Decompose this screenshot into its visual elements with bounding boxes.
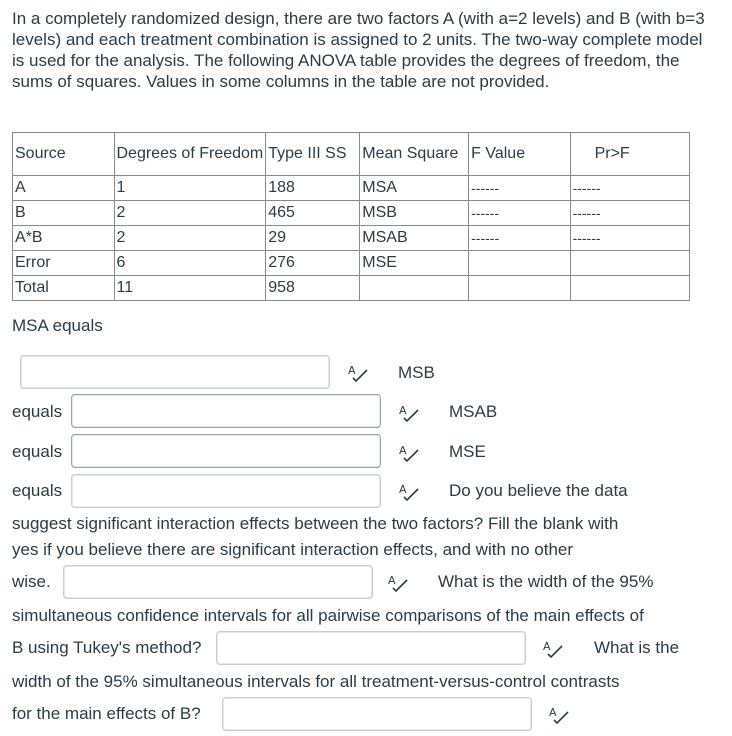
cell-source: A — [13, 176, 115, 201]
cell-f — [469, 251, 570, 276]
table-row — [13, 176, 690, 201]
spellcheck-icon[interactable] — [398, 481, 420, 501]
spellcheck-icon[interactable] — [398, 442, 420, 462]
equals-label: equals — [12, 402, 63, 421]
cell-df: 2 — [114, 226, 266, 251]
spellcheck-icon[interactable] — [347, 362, 369, 382]
cell-ss: 188 — [266, 176, 360, 201]
cell-source: A*B — [13, 226, 115, 251]
svg-text:A: A — [399, 483, 407, 496]
header-source: Source — [13, 133, 115, 176]
table-row — [13, 226, 690, 251]
spellcheck-icon[interactable] — [387, 572, 409, 592]
cell-f: ------ — [469, 201, 570, 226]
cell-ms — [360, 276, 469, 301]
cell-ss: 29 — [266, 226, 360, 251]
cell-p — [570, 251, 689, 276]
cell-df: 11 — [114, 276, 266, 301]
cell-p: ------ — [570, 201, 689, 226]
svg-text:A: A — [348, 364, 356, 377]
control-question-start: What is the — [594, 638, 680, 657]
cell-ms: MSB — [360, 201, 469, 226]
msa-equals-label: MSA equals — [12, 316, 103, 335]
header-ss: Type III SS — [266, 133, 360, 176]
cell-f: ------ — [469, 226, 570, 251]
interaction-question-line1: suggest significant interaction effects between the two factors? Fill the blank with — [12, 514, 619, 533]
spellcheck-icon[interactable] — [542, 638, 564, 658]
cell-source: Total — [13, 276, 115, 301]
cell-ms: MSE — [360, 251, 469, 276]
equals-label: equals — [12, 481, 63, 500]
cell-p: ------ — [570, 176, 689, 201]
tukey-question-line: simultaneous confidence intervals for all pairwise comparisons of the main effects of — [12, 606, 644, 625]
svg-text:A: A — [399, 404, 407, 417]
spellcheck-icon[interactable] — [398, 402, 420, 422]
msb-answer-input[interactable] — [71, 394, 381, 428]
interaction-question-line2: yes if you believe there are significant interaction effects, and with no other — [12, 540, 574, 559]
interaction-answer-input[interactable] — [63, 565, 373, 599]
anova-header-row — [13, 133, 690, 176]
cell-source: Error — [13, 251, 115, 276]
table-row — [13, 201, 690, 226]
tukey-question-start: What is the width of the 95% — [438, 572, 654, 591]
wise-label: wise. — [12, 572, 51, 591]
table-row — [13, 251, 690, 276]
cell-f — [469, 276, 570, 301]
svg-text:A: A — [549, 706, 557, 719]
svg-text:A: A — [399, 444, 407, 457]
control-answer-input[interactable] — [222, 697, 532, 731]
cell-f: ------ — [469, 176, 570, 201]
cell-df: 6 — [114, 251, 266, 276]
cell-ss: 276 — [266, 251, 360, 276]
cell-p — [570, 276, 689, 301]
cell-ss: 465 — [266, 201, 360, 226]
cell-ss: 958 — [266, 276, 360, 301]
header-p: Pr>F — [570, 133, 689, 176]
cell-df: 2 — [114, 201, 266, 226]
header-f: F Value — [469, 133, 570, 176]
table-row — [13, 276, 690, 301]
tukey-answer-input[interactable] — [216, 631, 526, 665]
cell-ms: MSA — [360, 176, 469, 201]
header-df: Degrees of Freedom — [114, 133, 266, 176]
control-question-line2: for the main effects of B? — [12, 704, 201, 723]
question-intro: In a completely randomized design, there are two factors A (with a=2 levels) and B (with b=3 levels) and each treatment combination is assigned to 2 units. The two-way complete model is used for the analysis. The following ANOVA table provides the degrees of freedom, the sums of squares. Values in some columns in the table are not provided. — [12, 9, 705, 91]
interaction-question-start: Do you believe the data — [449, 481, 628, 500]
mse-label: MSE — [449, 442, 486, 461]
msab-label: MSAB — [449, 402, 498, 421]
cell-p: ------ — [570, 226, 689, 251]
cell-source: B — [13, 201, 115, 226]
cell-df: 1 — [114, 176, 266, 201]
mse-answer-input[interactable] — [71, 474, 381, 508]
cell-ms: MSAB — [360, 226, 469, 251]
msa-answer-input[interactable] — [20, 355, 330, 389]
tukey-question-line2: B using Tukey's method? — [12, 638, 202, 657]
msb-label: MSB — [398, 363, 435, 382]
header-ms: Mean Square — [360, 133, 469, 176]
equals-label: equals — [12, 442, 63, 461]
spellcheck-icon[interactable] — [548, 704, 570, 724]
msab-answer-input[interactable] — [71, 434, 381, 468]
anova-table — [12, 132, 690, 301]
control-question-line: width of the 95% simultaneous intervals for all treatment-versus-control contrasts — [12, 672, 620, 691]
svg-text:A: A — [388, 574, 396, 587]
svg-text:A: A — [543, 640, 551, 653]
